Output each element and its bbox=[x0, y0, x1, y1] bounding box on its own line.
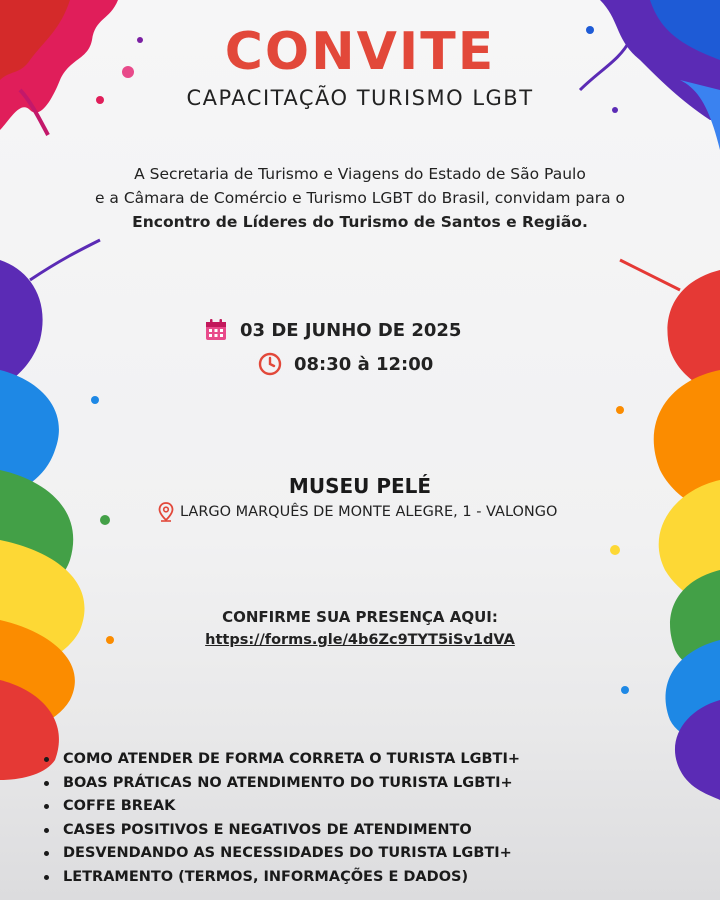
bullet-icon bbox=[44, 875, 49, 880]
list-item bbox=[44, 795, 520, 819]
intro-line-2: e a Câmara de Comércio e Turismo LGBT do Brasil, convidam para o bbox=[94, 189, 626, 207]
list-item bbox=[44, 748, 520, 772]
event-time-text: 08:30 à 12:00 bbox=[294, 353, 434, 375]
venue-address bbox=[158, 502, 557, 522]
list-item bbox=[44, 842, 520, 866]
venue-address-text: LARGO MARQUÊS DE MONTE ALEGRE, 1 - VALONGO bbox=[180, 504, 558, 520]
calendar-icon bbox=[204, 318, 228, 342]
event-time bbox=[258, 352, 433, 376]
venue-name: MUSEU PELÉ bbox=[288, 474, 432, 498]
list-item-text: BOAS PRÁTICAS NO ATENDIMENTO DO TURISTA LGBTI+ bbox=[63, 774, 513, 791]
rsvp-label: CONFIRME SUA PRESENÇA AQUI: bbox=[222, 608, 498, 626]
topics-list bbox=[44, 748, 520, 889]
intro-text bbox=[70, 162, 650, 234]
event-date-text: 03 DE JUNHO DE 2025 bbox=[240, 319, 462, 341]
bullet-icon bbox=[44, 804, 49, 809]
list-item bbox=[44, 772, 520, 796]
list-item-text: DESVENDANDO AS NECESSIDADES DO TURISTA LGBTI+ bbox=[63, 845, 512, 861]
paint-splash-right bbox=[600, 250, 720, 810]
clock-icon bbox=[258, 352, 282, 376]
paint-splash-left bbox=[0, 220, 120, 780]
intro-event-name: Encontro de Líderes do Turismo de Santos e Região. bbox=[132, 213, 588, 231]
list-item bbox=[44, 866, 520, 890]
invitation-subtitle: CAPACITAÇÃO TURISMO LGBT bbox=[186, 86, 534, 110]
list-item-text: LETRAMENTO (TERMOS, INFORMAÇÕES E DADOS) bbox=[63, 868, 469, 885]
bullet-icon bbox=[44, 828, 49, 833]
event-date bbox=[204, 318, 461, 342]
intro-line-1: A Secretaria de Turismo e Viagens do Estado de São Paulo bbox=[134, 165, 586, 183]
bullet-icon bbox=[44, 757, 49, 762]
list-item-text: CASES POSITIVOS E NEGATIVOS DE ATENDIMENTO bbox=[63, 821, 472, 838]
rsvp-link[interactable]: https://forms.gle/4b6Zc9TYT5iSv1dVA bbox=[205, 632, 515, 648]
list-item-text: COFFE BREAK bbox=[63, 798, 176, 814]
bullet-icon bbox=[44, 781, 49, 786]
list-item bbox=[44, 819, 520, 843]
bullet-icon bbox=[44, 851, 49, 856]
invitation-title: CONVITE bbox=[224, 22, 496, 82]
location-pin-icon bbox=[158, 502, 174, 522]
list-item-text: COMO ATENDER DE FORMA CORRETA O TURISTA LGBTI+ bbox=[63, 751, 520, 767]
